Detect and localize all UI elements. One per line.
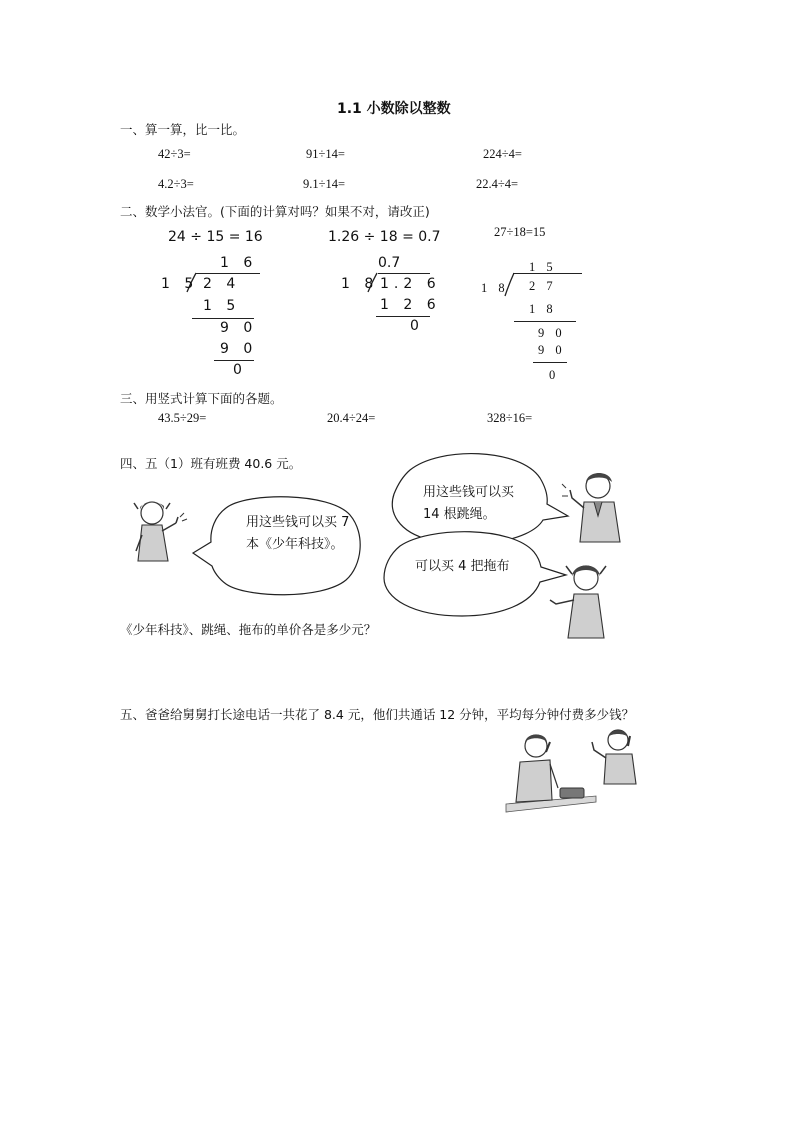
s3-problem: 20.4÷24= (327, 411, 376, 425)
calc1-dividend: 2 4 (203, 276, 241, 292)
calc1-step: 1 5 (203, 298, 241, 314)
calc2-equation: 1.26 ÷ 18 = 0.7 (328, 229, 441, 245)
section-5-heading: 五、爸爸给舅舅打长途电话一共花了 8.4 元，他们共通话 12 分钟，平均每分钟付费多少钱？ (120, 707, 635, 722)
section-4-question: 《少年科技》、跳绳、拖布的单价各是多少元？ (120, 622, 377, 637)
calc3-step: 9 0 (538, 326, 566, 340)
calc2-step: 0 (410, 318, 424, 334)
calc1-quotient: 1 6 (220, 255, 258, 271)
s3-problem: 328÷16= (487, 411, 533, 425)
page-title: 1.1 小数除以整数 (337, 101, 451, 117)
calc3-step: 0 (549, 368, 560, 382)
calc3-step: 1 8 (529, 302, 557, 316)
calc2-quotient: 0.7 (378, 255, 401, 271)
s1-problem: 224÷4= (483, 147, 522, 161)
bubble-bottom-right-text: 可以买 4 把拖布 (415, 559, 510, 574)
calc2-dividend: 1.2 6 (380, 276, 441, 292)
calc3-equation: 27÷18=15 (494, 225, 546, 239)
calc2-divisor: 1 8 (341, 276, 379, 292)
calc1-equation: 24 ÷ 15 = 16 (168, 229, 263, 245)
bubble-left-text: 用这些钱可以买 7 本《少年科技》。 (246, 515, 350, 552)
section-3-heading: 三、用竖式计算下面的各题。 (120, 391, 283, 406)
girl2-illustration (548, 556, 618, 642)
calc3-divisor: 1 8 (481, 281, 509, 295)
s1-problem: 42÷3= (158, 147, 191, 161)
calc1-step: 9 0 (220, 320, 258, 336)
girl-illustration (128, 495, 194, 575)
calc3-step: 9 0 (538, 343, 566, 357)
calc2-step: 1 2 6 (380, 297, 441, 313)
boy-illustration (560, 468, 632, 544)
s1-problem: 91÷14= (306, 147, 345, 161)
phone-call-illustration (506, 728, 646, 816)
s3-problem: 43.5÷29= (158, 411, 207, 425)
calc3-quotient: 1 5 (529, 260, 557, 274)
bubble-top-right-text: 用这些钱可以买 14 根跳绳。 (423, 485, 515, 522)
calc1-step: 9 0 (220, 341, 258, 357)
s1-problem: 4.2÷3= (158, 177, 194, 191)
section-1-heading: 一、算一算，比一比。 (120, 122, 246, 137)
s1-problem: 9.1÷14= (303, 177, 346, 191)
section-2-heading: 二、数学小法官。(下面的计算对吗？如果不对，请改正) (120, 204, 430, 219)
calc1-divisor: 1 5 (161, 276, 199, 292)
s1-problem: 22.4÷4= (476, 177, 519, 191)
calc3-dividend: 2 7 (529, 279, 557, 293)
calc1-step: 0 (233, 362, 247, 378)
section-4-heading: 四、五（1）班有班费 40.6 元。 (120, 456, 302, 471)
